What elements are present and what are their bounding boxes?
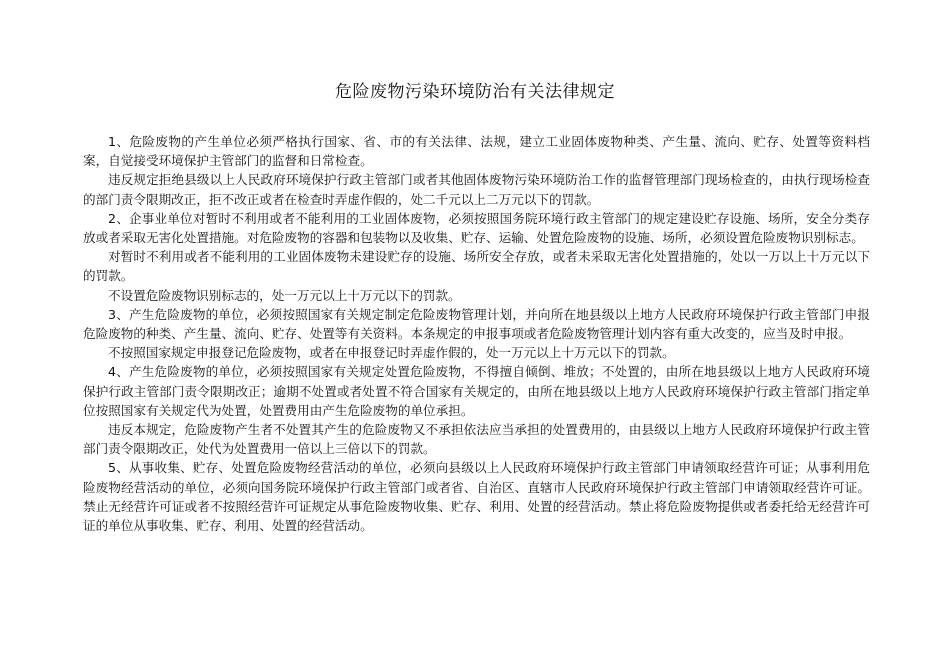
paragraph-3: 2、企事业单位对暂时不利用或者不能利用的工业固体废物，必须按照国务院环境行政主管部门的规定建设贮存设施、场所，安全分类存放或者采取无害化处置措施。对危险废物的容器和包装物以及收集、贮存、运输、处置危险废物的设施、场所，必须设置危险废物识别标志。	[83, 210, 870, 246]
paragraph-4: 对暂时不利用或者不能利用的工业固体废物未建设贮存的设施、场所安全存放，或者未采取无害化处置措施的，处以一万以上十万元以下的罚款。	[83, 249, 870, 284]
paragraph-7: 不按照国家规定申报登记危险废物，或者在申报登记时弄虚作假的，处一万元以上十万元以下的罚款。	[108, 345, 675, 361]
document-body	[83, 132, 870, 535]
document-title: 危险废物污染环境防治有关法律规定	[335, 82, 615, 102]
paragraph-5: 不设置危险废物识别标志的，处一万元以上十万元以下的罚款。	[108, 287, 461, 303]
paragraph-6: 3、产生危险废物的单位，必须按照国家有关规定制定危险废物管理计划，并向所在地县级以上地方人民政府环境保护行政主管部门申报危险废物的种类、产生量、流向、贮存、处置等有关资料。本条规定的申报事项或者危险废物管理计划内容有重大改变的，应当及时申报。	[83, 306, 870, 342]
paragraph-10: 5、从事收集、贮存、处置危险废物经营活动的单位，必须向县级以上人民政府环境保护行政主管部门申请领取经营许可证；从事利用危险废物经营活动的单位，必须向国务院环境保护行政主管部门或者省、自治区、直辖市人民政府环境保护行政主管部门申请领取经营许可证。禁止无经营许可证或者不按照经营许可证规定从事危险废物收集、贮存、利用、处置的经营活动。禁止将危险废物提供或者委托给无经营许可证的单位从事收集、贮存、利用、处置的经营活动。	[83, 460, 870, 534]
paragraph-2: 违反规定拒绝县级以上人民政府环境保护行政主管部门或者其他固体废物污染环境防治工作的监督管理部门现场检查的，由执行现场检查的部门责令限期改正，拒不改正或者在检查时弄虚作假的，处二千元以上二万元以下的罚款。	[83, 172, 870, 207]
paragraph-8: 4、产生危险废物的单位，必须按照国家有关规定处置危险废物，不得擅自倾倒、堆放；不处置的，由所在地县级以上地方人民政府环境保护行政主管部门责令限期改正；逾期不处置或者处置不符合国家有关规定的，由所在地县级以上地方人民政府环境保护行政主管部门指定单位按照国家有关规定代为处置，处置费用由产生危险废物的单位承担。	[83, 364, 870, 418]
paragraph-9: 违反本规定，危险废物产生者不处置其产生的危险废物又不承担依法应当承担的处置费用的，由县级以上地方人民政府环境保护行政主管部门责令限期改正，处代为处置费用一倍以上三倍以下的罚款。	[83, 422, 870, 457]
paragraph-1: 1、危险废物的产生单位必须严格执行国家、省、市的有关法律、法规，建立工业固体废物种类、产生量、流向、贮存、处置等资料档案，自觉接受环境保护主管部门的监督和日常检查。	[83, 134, 870, 169]
